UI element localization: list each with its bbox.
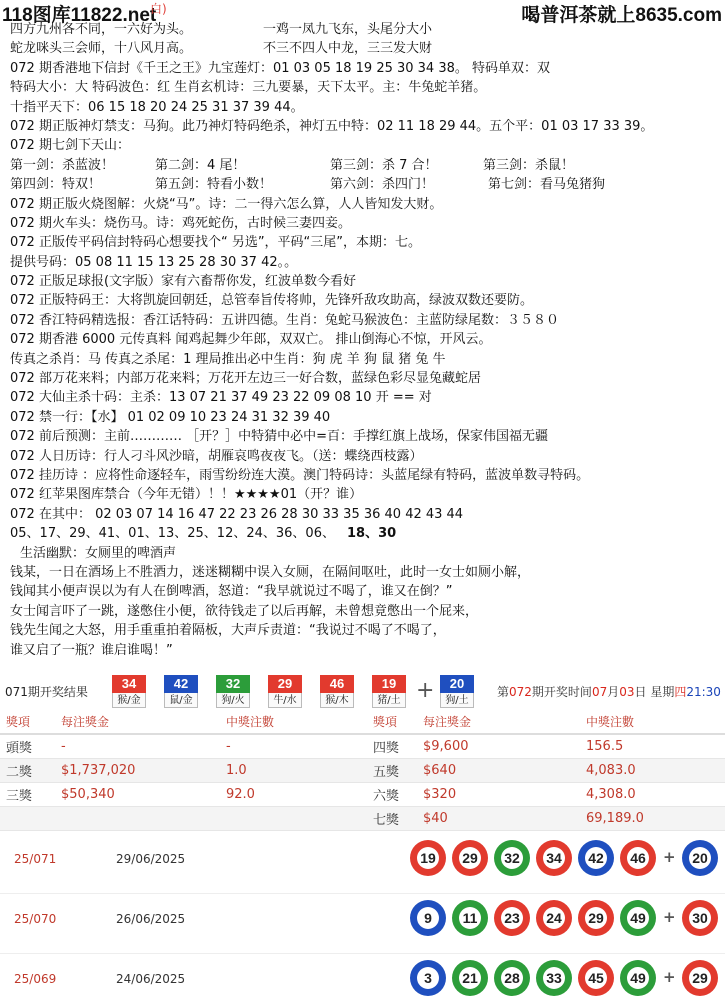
text-line: [10, 524, 722, 543]
history-ball-number: 46: [627, 847, 649, 869]
ball-number: 19: [372, 675, 406, 693]
ball-zodiac: 牛/水: [268, 693, 302, 708]
site-logo-right[interactable]: 喝普洱茶就上8635.com: [521, 5, 722, 26]
prize-cell: [220, 806, 367, 830]
text-segment: 钱先生闻之大怒，用手重重拍着隔板，大声斥责道：“我说过不喝了不喝了，: [10, 623, 446, 639]
prize-header: 獎項: [0, 710, 55, 734]
text-segment: 072 正版足球报(文字版）家有六畜帮你发，红波单数今看好: [10, 274, 357, 290]
text-line: [10, 563, 722, 582]
text-segment: 提供号码：05 08 11 15 13 25 28 30 37 42。。: [10, 254, 298, 270]
text-line: [10, 388, 722, 407]
text-line: [10, 408, 722, 427]
history-ball: [452, 840, 488, 876]
history-ball-number: 11: [459, 907, 481, 929]
text-line: [10, 98, 722, 117]
text-line: [10, 214, 722, 233]
prize-cell: 七獎: [367, 806, 417, 830]
latest-result-bar: [0, 673, 725, 709]
prize-row: [0, 806, 725, 830]
history-ball-number: 32: [501, 847, 523, 869]
plus-icon: +: [663, 908, 676, 926]
prize-header: 中獎注數: [220, 710, 367, 734]
text-segment: 不三不四人中龙，三三发大财: [263, 41, 433, 57]
history-ball-number: 49: [627, 907, 649, 929]
history-ball-number: 23: [501, 907, 523, 929]
text-segment: 第一剑：杀蓝波！: [10, 157, 115, 173]
history-ball-number: 29: [459, 847, 481, 869]
prize-cell: 二獎: [0, 758, 55, 782]
history-ball-number: 34: [543, 847, 565, 869]
history-ball: [452, 900, 488, 936]
prize-cell: $9,600: [417, 734, 580, 758]
ball-number: 20: [440, 675, 474, 693]
text-line: [10, 311, 722, 330]
text-line: [10, 39, 722, 58]
text-line: [10, 485, 722, 504]
history-ball-number: 20: [689, 847, 711, 869]
text-segment: 第五剑：特看小数！: [155, 177, 273, 193]
text-segment: 072 红苹果图库禁合（今年无错）！！★★★★01（开？谁）: [10, 487, 363, 503]
history-date: 24/06/2025: [116, 972, 186, 986]
history-ball: [682, 960, 718, 996]
history-ball: [620, 900, 656, 936]
text-line: [10, 195, 722, 214]
plus-icon: +: [663, 968, 676, 986]
text-segment: 第二剑：4 尾！: [155, 157, 246, 173]
text-segment: 072 大仙主杀十码：主杀：13 07 21 37 49 23 22 09 08 10 开 == 对: [10, 390, 432, 406]
result-ball: [440, 675, 474, 708]
history-ball: [410, 900, 446, 936]
prize-row: [0, 758, 725, 782]
text-segment: 072 期香港地下信封《千王之王》九宝莲灯：01 03 05 18 19 25 30 34 38。 特码单双：双: [10, 60, 551, 76]
text-segment: 18、30: [347, 526, 397, 542]
text-segment: 生活幽默：女厕里的啤酒声: [20, 545, 177, 561]
ball-zodiac: 鼠/金: [164, 693, 198, 708]
text-segment: 钱某，一日在酒场上不胜酒力，迷迷糊糊中误入女厕，在隔间呕吐，此时一女士如厕小解，: [10, 564, 531, 580]
history-ball: [536, 840, 572, 876]
text-segment: 072 在其中： 02 03 07 14 16 47 22 23 26 28 30 33 35 36 40 42 43 44: [10, 506, 464, 522]
history-ball: [620, 960, 656, 996]
prize-cell: $40: [417, 806, 580, 830]
text-segment: 072 期香港 6000 元传真料 闻鸡起舞少年郎，双双亡。 排山倒海心不惊，开风云。: [10, 332, 492, 348]
history-ball-number: 3: [417, 967, 439, 989]
text-line: [10, 602, 722, 621]
prize-header: 每注獎金: [55, 710, 220, 734]
header-red-text: 白): [150, 2, 167, 16]
text-segment: 谁又启了一瓶？谁启谁喝！”: [10, 642, 173, 658]
history-ball-number: 24: [543, 907, 565, 929]
text-line: [10, 272, 722, 291]
text-segment: 传真之杀肖：马 传真之杀尾：1 理局推出必中生肖：狗 虎 羊 狗 鼠 猪 兔 牛: [10, 351, 446, 367]
ball-number: 29: [268, 675, 302, 693]
prize-cell: $320: [417, 782, 580, 806]
text-line: [10, 447, 722, 466]
text-segment: 第三剑：杀 7 合！: [330, 157, 438, 173]
site-logo-left[interactable]: 118图库11822.net: [2, 5, 157, 26]
ball-zodiac: 狗/火: [216, 693, 250, 708]
history-row[interactable]: [0, 836, 725, 894]
history-ball: [410, 840, 446, 876]
text-segment: 钱闻其小便声误以为有人在倒啤酒，怒道：“我早就说过不喝了，谁又在倒？”: [10, 584, 453, 600]
prize-cell: -: [55, 734, 220, 758]
text-line: [10, 136, 722, 155]
text-segment: 072 前后预测：主前………… ［开？］中特猜中必中=百：手撑红旗上战场，保家伟国福无疆: [10, 429, 548, 445]
text-segment: 072 部万花来料；内部万花来料；万花开左边三一好合数，蓝绿色彩尽显兔藏蛇居: [10, 371, 481, 387]
text-segment: 女士闻言吓了一跳，遂憋住小便，欲待钱走了以后再解，未曾想竟憋出一个屁来，: [10, 603, 479, 619]
text-segment: 四方九州各不同，一六好为头。: [10, 22, 193, 37]
history-ball-number: 29: [585, 907, 607, 929]
text-segment: 十指平天下：06 15 18 20 24 25 31 37 39 44。: [10, 99, 304, 115]
prize-cell: 4,308.0: [580, 782, 725, 806]
history-ball-number: 30: [689, 907, 711, 929]
history-ball: [452, 960, 488, 996]
text-line: [10, 78, 722, 97]
prize-row: [0, 782, 725, 806]
text-segment: 072 禁一行：【水】 01 02 09 10 23 24 31 32 39 40: [10, 409, 331, 425]
text-line: [10, 466, 722, 485]
history-ball: [536, 960, 572, 996]
prize-cell: -: [220, 734, 367, 758]
plus-icon: +: [663, 848, 676, 866]
history-date: 29/06/2025: [116, 852, 186, 866]
history-ball: [494, 900, 530, 936]
history-ball-number: 19: [417, 847, 439, 869]
history-ball-number: 21: [459, 967, 481, 989]
text-segment: 072 正版特码王：大将凯旋回朝廷，总管奉旨传将帅，先锋歼敌攻助高，绿波双数还要防。: [10, 293, 533, 309]
history-date: 26/06/2025: [116, 912, 186, 926]
result-ball: [216, 675, 250, 708]
history-ball: [578, 840, 614, 876]
history-ball-number: 42: [585, 847, 607, 869]
text-segment: 072 香江特码精选报：香江话特码：五讲四德。生肖：兔蛇马猴波色：主蓝防绿尾数：３５８０: [10, 312, 559, 328]
text-segment: 特码大小：大 特码波色：红 生肖玄机诗：三九要暴，天下太平。主：牛兔蛇羊猪。: [10, 80, 487, 96]
prize-cell: 六獎: [367, 782, 417, 806]
prize-cell: 156.5: [580, 734, 725, 758]
text-line: [10, 641, 722, 660]
history-ball-number: 33: [543, 967, 565, 989]
history-ball: [536, 900, 572, 936]
result-title: 071期开奖结果: [5, 685, 88, 699]
prize-cell: $640: [417, 758, 580, 782]
prize-cell: 四獎: [367, 734, 417, 758]
next-draw-info: 第072期开奖时间07月03日 星期四21:30: [497, 685, 721, 699]
text-line: [10, 427, 722, 446]
prize-header: 獎項: [367, 710, 417, 734]
history-ball: [494, 960, 530, 996]
history-ball: [682, 900, 718, 936]
history-ball: [578, 960, 614, 996]
text-segment: 蛇龙咪头三会师，十八风月高。: [10, 41, 193, 57]
text-segment: 072 期正版火烧图解：火烧“马”。诗：二一得六怎么算，人人皆知发大财。: [10, 196, 443, 212]
text-line: [10, 59, 722, 78]
history-ball: [410, 960, 446, 996]
text-segment: 第四剑：特双！: [10, 177, 102, 193]
text-line: [10, 582, 722, 601]
history-period[interactable]: 25/069: [14, 972, 57, 986]
result-ball: [320, 675, 354, 708]
text-line: [10, 253, 722, 272]
text-segment: 一鸡一凤九飞东，头尾分大小: [263, 22, 433, 37]
history-ball-number: 9: [417, 907, 439, 929]
text-line: [10, 544, 722, 563]
result-ball: [164, 675, 198, 708]
result-ball: [268, 675, 302, 708]
history-row[interactable]: [0, 956, 725, 1002]
text-segment: 072 正版传平码信封特码心想要找个“ 另选”，平码“三尾”，本期：七。: [10, 235, 422, 251]
prize-header: 中獎注數: [580, 710, 725, 734]
text-segment: 第三剑：杀鼠！: [483, 157, 575, 173]
prize-header: 每注獎金: [417, 710, 580, 734]
text-line: [10, 350, 722, 369]
prize-cell: [0, 806, 55, 830]
prize-cell: 92.0: [220, 782, 367, 806]
ball-number: 32: [216, 675, 250, 693]
prize-cell: $50,340: [55, 782, 220, 806]
text-line: [10, 505, 722, 524]
ball-zodiac: 猴/木: [320, 693, 354, 708]
ball-zodiac: 狗/土: [440, 693, 474, 708]
text-line: [10, 330, 722, 349]
result-ball: [372, 675, 406, 708]
text-line: [10, 20, 722, 39]
text-line: [10, 621, 722, 640]
history-ball-number: 29: [689, 967, 711, 989]
site-header: [0, 0, 725, 26]
result-ball: [112, 675, 146, 708]
history-period[interactable]: 25/071: [14, 852, 57, 866]
ball-number: 42: [164, 675, 198, 693]
text-segment: 072 挂历诗 ：应将性命逐轻车，雨雪纷纷连大漠。澳门特码诗：头蓝尾绿有特码，蓝波单数寻特码。: [10, 467, 590, 483]
history-period[interactable]: 25/070: [14, 912, 57, 926]
history-ball: [494, 840, 530, 876]
history-ball: [682, 840, 718, 876]
plus-icon: +: [416, 678, 435, 703]
text-segment: 第六剑：杀四门！: [330, 177, 435, 193]
text-line: [10, 369, 722, 388]
prediction-text-block: [10, 20, 722, 660]
prize-cell: 69,189.0: [580, 806, 725, 830]
prize-cell: 頭獎: [0, 734, 55, 758]
history-ball: [578, 900, 614, 936]
ball-number: 34: [112, 675, 146, 693]
text-segment: 05、17、29、41、01、13、25、12、24、36、06、: [10, 526, 335, 542]
text-line: [10, 291, 722, 310]
text-segment: 第七剑：看马兔猪狗: [488, 177, 606, 193]
prize-table: [0, 710, 725, 831]
prize-cell: $1,737,020: [55, 758, 220, 782]
history-ball: [620, 840, 656, 876]
text-line: [10, 233, 722, 252]
prize-row: [0, 734, 725, 758]
text-line: [10, 156, 722, 175]
text-segment: 072 人日历诗：行人刁斗风沙暗，胡雁哀鸣夜夜飞。（送：蝶绕西枝露）: [10, 448, 423, 464]
text-line: [10, 117, 722, 136]
history-ball-number: 28: [501, 967, 523, 989]
prize-cell: 4,083.0: [580, 758, 725, 782]
text-segment: 072 期火车头：烧伤马。诗：鸡死蛇伤，古时候三妻四妾。: [10, 215, 351, 231]
history-row[interactable]: [0, 896, 725, 954]
prize-cell: [55, 806, 220, 830]
text-segment: 072 期正版神灯禁支：马狗。此乃神灯特码绝杀，神灯五中特：02 11 18 29 44。五个平：01 03 17 33 39。: [10, 118, 654, 134]
text-line: [10, 175, 722, 194]
ball-number: 46: [320, 675, 354, 693]
ball-zodiac: 猴/金: [112, 693, 146, 708]
prize-cell: 1.0: [220, 758, 367, 782]
history-ball-number: 49: [627, 967, 649, 989]
ball-zodiac: 猪/土: [372, 693, 406, 708]
text-segment: 072 期七剑下天山：: [10, 138, 130, 154]
prize-cell: 五獎: [367, 758, 417, 782]
history-ball-number: 45: [585, 967, 607, 989]
prize-cell: 三獎: [0, 782, 55, 806]
